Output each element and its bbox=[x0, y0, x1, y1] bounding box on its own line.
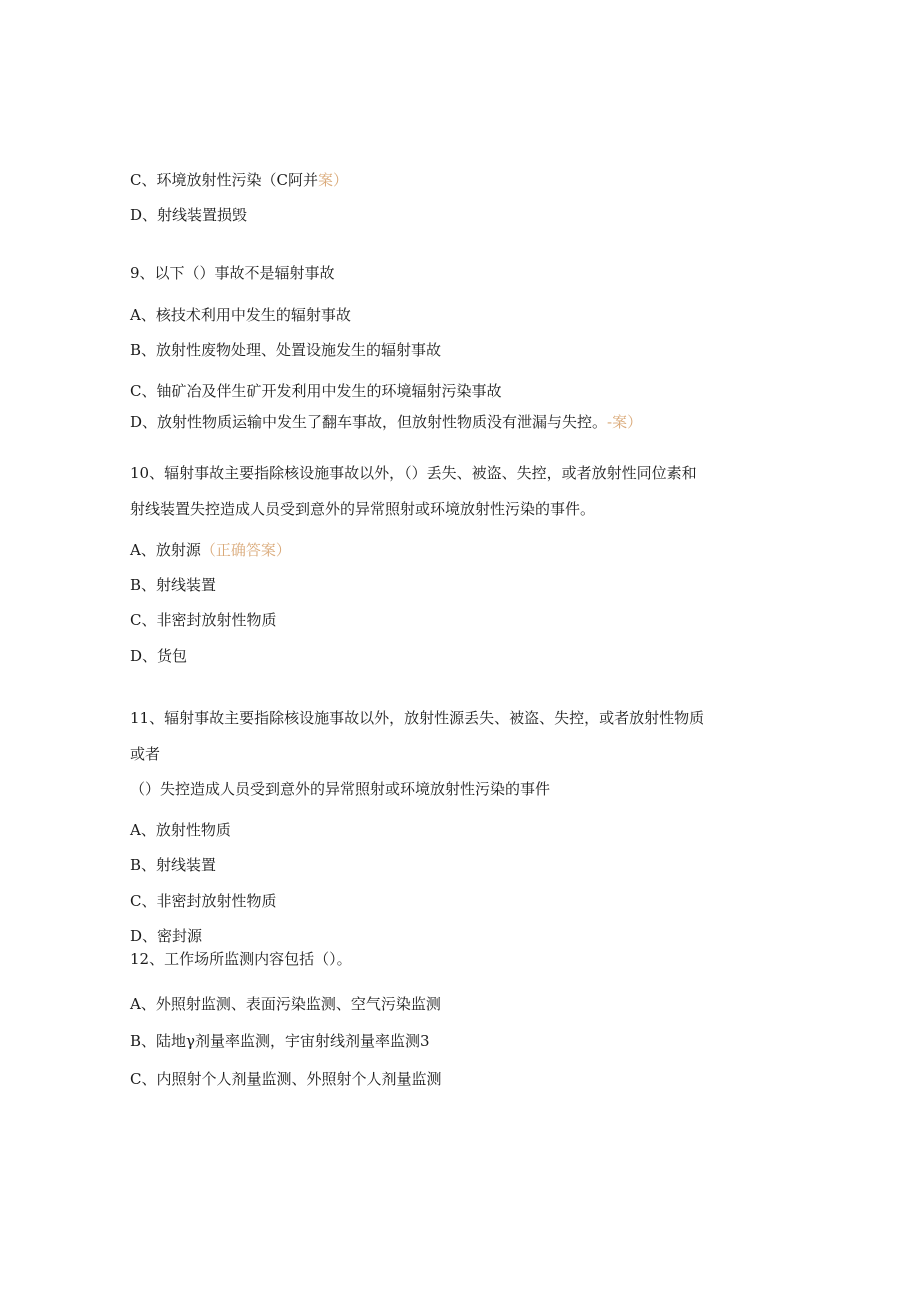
q10-option-a: A、放射源（正确答案） bbox=[130, 541, 291, 559]
q10-stem-line-2: 射线装置失控造成人员受到意外的异常照射或环境放射性污染的事件。 bbox=[130, 500, 596, 518]
q11-stem-line-3: （）失控造成人员受到意外的异常照射或环境放射性污染的事件 bbox=[130, 780, 551, 798]
q9-stem: 9、以下（）事故不是辐射事故 bbox=[130, 264, 335, 282]
q12-stem: 12、工作场所监测内容包括（）。 bbox=[130, 950, 352, 968]
q10-option-b: B、射线装置 bbox=[130, 576, 217, 594]
q12-option-a: A、外照射监测、表面污染监测、空气污染监测 bbox=[130, 995, 441, 1013]
q11-option-a: A、放射性物质 bbox=[130, 821, 231, 839]
q11-stem-line-1: 11、辐射事故主要指除核设施事故以外，放射性源丢失、被盗、失控，或者放射性物质 bbox=[130, 709, 705, 727]
q9-option-d: D、放射性物质运输中发生了翻车事故，但放射性物质没有泄漏与失控。-案） bbox=[130, 413, 643, 431]
q10-option-d: D、货包 bbox=[130, 647, 188, 665]
q9-option-c: C、铀矿冶及伴生矿开发利用中发生的环境辐射污染事故 bbox=[130, 382, 502, 400]
q9-option-b: B、放射性废物处理、处置设施发生的辐射事故 bbox=[130, 341, 442, 359]
q8-option-c: C、环境放射性污染（C阿并案） bbox=[130, 171, 348, 189]
q9-option-a: A、核技术利用中发生的辐射事故 bbox=[130, 306, 351, 324]
q10-stem-line-1: 10、辐射事故主要指除核设施事故以外，（）丢失、被盗、失控，或者放射性同位素和 bbox=[130, 464, 697, 482]
q12-option-b: B、陆地γ剂量率监测，宇宙射线剂量率监测3 bbox=[130, 1032, 430, 1050]
answer-mark: -案） bbox=[607, 413, 643, 431]
q10-option-c: C、非密封放射性物质 bbox=[130, 611, 277, 629]
q8-option-d: D、射线装置损毁 bbox=[130, 206, 248, 224]
q11-stem-line-2: 或者 bbox=[130, 745, 161, 763]
q11-option-d: D、密封源 bbox=[130, 927, 203, 945]
q11-option-b: B、射线装置 bbox=[130, 856, 217, 874]
q12-option-c: C、内照射个人剂量监测、外照射个人剂量监测 bbox=[130, 1070, 442, 1088]
answer-mark: 案） bbox=[317, 171, 348, 189]
answer-mark: （正确答案） bbox=[200, 541, 291, 559]
q11-option-c: C、非密封放射性物质 bbox=[130, 892, 277, 910]
